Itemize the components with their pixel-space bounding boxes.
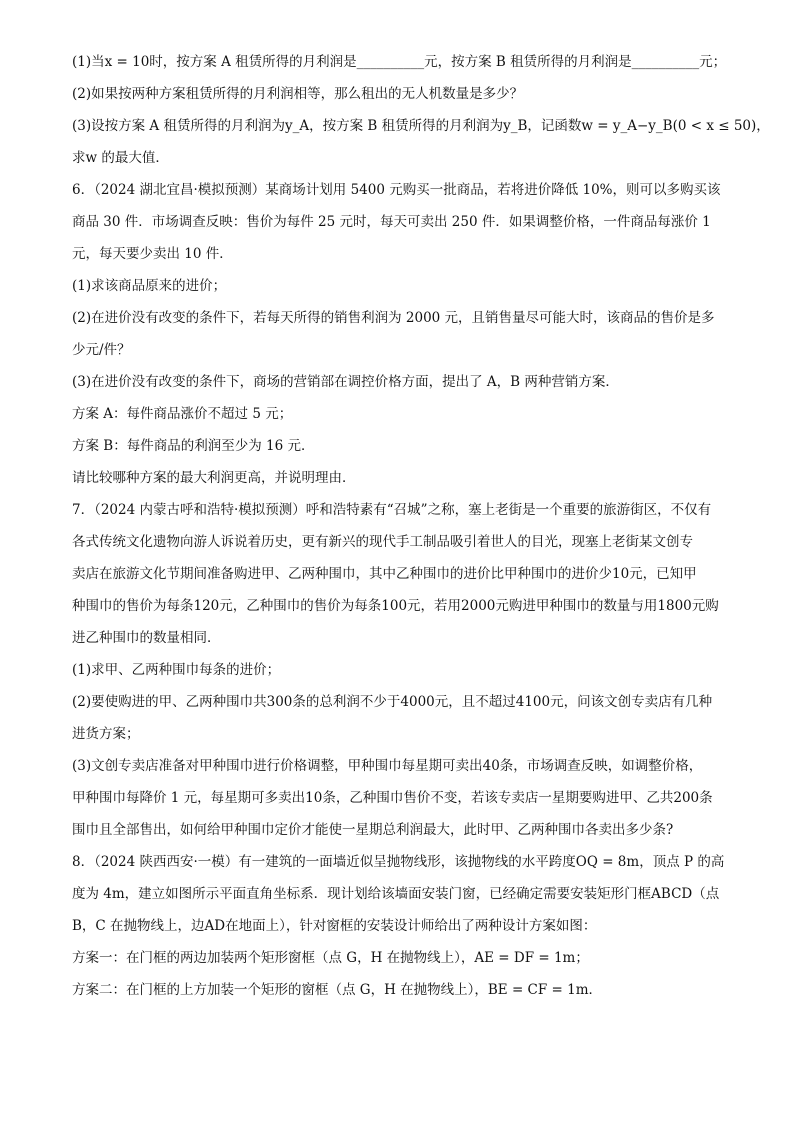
question-7-part-3-line-1: (3)文创专卖店准备对甲种围巾进行价格调整，甲种围巾每星期可卖出40条，市场调查反映，如调整价格， <box>72 758 703 774</box>
question-8-line-2: 度为 4m，建立如图所示平面直角坐标系．现计划给该墙面安装门窗，已经确定需要安装矩形门框ABCD（点 <box>72 886 720 902</box>
question-7-part-3-line-2: 甲种围巾每降价 1 元，每星期可多卖出10条，乙种围巾售价不变，若该专卖店一星期要购进甲、乙共200条 <box>72 790 713 806</box>
question-7-line-1: 7．（2024 内蒙古呼和浩特·模拟预测）呼和浩特素有“召城”之称，塞上老街是一个重要的旅游街区，不仅有 <box>72 502 712 518</box>
question-8-plan-2: 方案二：在门框的上方加装一个矩形的窗框（点 G，H 在抛物线上），BE = CF = 1m． <box>72 982 603 998</box>
question-7-line-5: 进乙种围巾的数量相同． <box>72 630 221 646</box>
question-7-part-1: (1)求甲、乙两种围巾每条的进价； <box>72 662 281 678</box>
question-6-part-3: (3)在进价没有改变的条件下，商场的营销部在调控价格方面，提出了 A，B 两种营销方案． <box>72 374 619 390</box>
document-content <box>72 52 770 1000</box>
question-6-part-2-line-1: (2)在进价没有改变的条件下，若每天所得的销售利润为 2000 元，且销售量尽可能大时，该商品的售价是多 <box>72 310 715 326</box>
question-8-plan-1: 方案一：在门框的两边加装两个矩形窗框（点 G，H 在抛物线上），AE = DF = 1m； <box>72 950 589 966</box>
text-line-3: (3)设按方案 A 租赁所得的月利润为y_A，按方案 B 租赁所得的月利润为y_B，记函数w = y_A−y_B(0 < x ≤ 50)， <box>72 118 770 134</box>
question-7-part-2-line-1: (2)要使购进的甲、乙两种围巾共300条的总利润不少于4000元，且不超过4100元，问该文创专卖店有几种 <box>72 694 713 710</box>
question-7-line-2: 各式传统文化遗物向游人诉说着历史，更有新兴的现代手工制品吸引着世人的目光，现塞上老街某文创专 <box>72 534 693 550</box>
question-6-plan-a: 方案 A：每件商品涨价不超过 5 元； <box>72 406 293 422</box>
question-6-line-1: 6．（2024 湖北宜昌·模拟预测）某商场计划用 5400 元购买一批商品，若将进价降低 10%，则可以多购买该 <box>72 182 721 198</box>
question-6-part-2-line-2: 少元/件？ <box>72 342 131 358</box>
text-line-1: (1)当x = 10时，按方案 A 租赁所得的月利润是__________元，按方案 B 租赁所得的月利润是__________元； <box>72 54 727 70</box>
question-8-line-3: B，C 在抛物线上，边AD在地面上），针对窗框的安装设计师给出了两种设计方案如图： <box>72 918 597 934</box>
question-6-line-3: 元，每天要少卖出 10 件． <box>72 246 233 262</box>
question-6-compare: 请比较哪种方案的最大利润更高，并说明理由． <box>72 470 356 486</box>
question-7-line-3: 卖店在旅游文化节期间准备购进甲、乙两种围巾，其中乙种围巾的进价比甲种围巾的进价少10元，已知甲 <box>72 566 697 582</box>
text-line-2: (2)如果按两种方案租赁所得的月利润相等，那么租出的无人机数量是多少？ <box>72 86 524 102</box>
question-7-part-3-line-3: 围巾且全部售出，如何给甲种围巾定价才能使一星期总利润最大，此时甲、乙两种围巾各卖出多少条? <box>72 822 674 838</box>
question-6-part-1: (1)求该商品原来的进价； <box>72 278 227 294</box>
question-7-line-4: 种围巾的售价为每条120元，乙种围巾的售价为每条100元，若用2000元购进甲种围巾的数量与用1800元购 <box>72 598 719 614</box>
question-8-line-1: 8．（2024 陕西西安·一模）有一建筑的一面墙近似呈抛物线形，该抛物线的水平跨度OQ = 8m，顶点 P 的高 <box>72 854 725 870</box>
question-6-line-2: 商品 30 件．市场调查反映：售价为每件 25 元时，每天可卖出 250 件．如果调整价格，一件商品每涨价 1 <box>72 214 711 230</box>
question-6-plan-b: 方案 B：每件商品的利润至少为 16 元． <box>72 438 315 454</box>
text-line-4: 求w 的最大值． <box>72 150 169 166</box>
question-7-part-2-line-2: 进货方案； <box>72 726 140 742</box>
